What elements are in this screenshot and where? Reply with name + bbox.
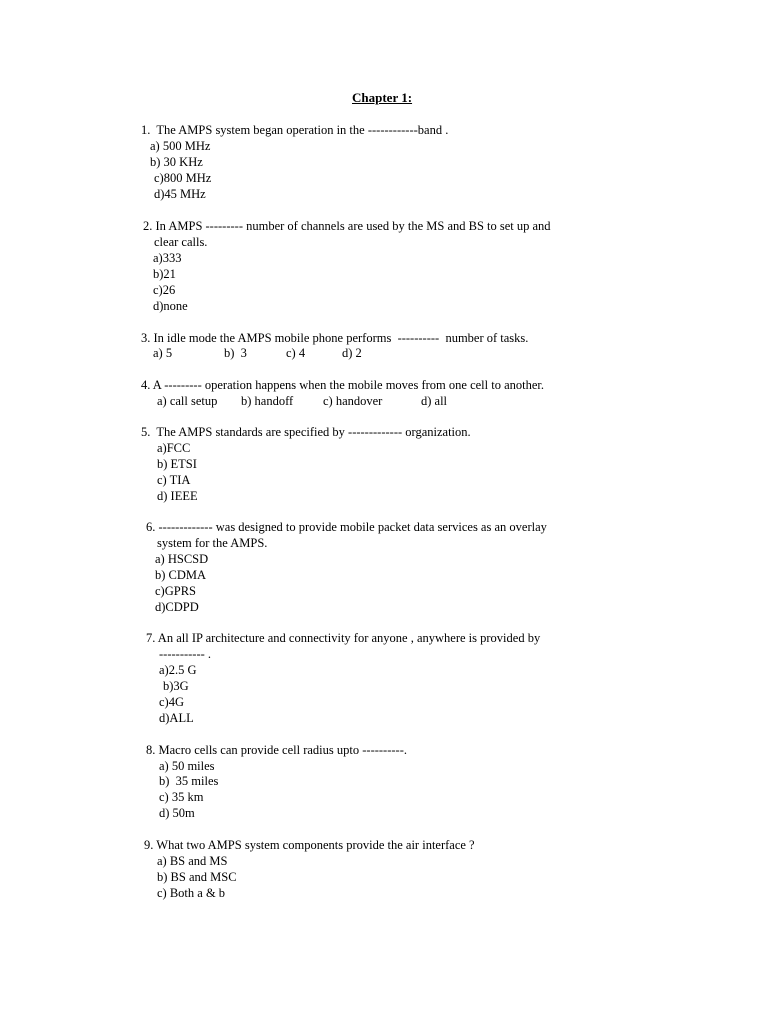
question-4-option-b: b) handoff <box>241 394 294 408</box>
question-8-option-c: c) 35 km <box>159 790 204 804</box>
question-8-option-a: a) 50 miles <box>159 759 215 773</box>
question-6-option-a: a) HSCSD <box>155 552 209 566</box>
question-9-text: 9. What two AMPS system components provide the air interface ? <box>144 838 475 852</box>
question-9-option-b: b) BS and MSC <box>157 870 237 884</box>
question-5-option-b: b) ETSI <box>157 457 197 471</box>
question-7-option-b: b)3G <box>163 679 189 693</box>
question-3-option-c: c) 4 <box>286 346 306 360</box>
question-3-option-d: d) 2 <box>342 346 362 360</box>
question-7-text-cont: ----------- . <box>159 647 212 661</box>
question-1-option-a: a) 500 MHz <box>150 139 211 153</box>
question-2-option-c: c)26 <box>153 283 176 297</box>
question-5-option-c: c) TIA <box>157 473 191 487</box>
question-1-text: 1. The AMPS system began operation in the ------------band . <box>141 123 449 137</box>
question-4-text: 4. A --------- operation happens when the mobile moves from one cell to another. <box>141 378 545 392</box>
question-6-text-cont: system for the AMPS. <box>157 536 268 550</box>
question-7-option-a: a)2.5 G <box>159 663 197 677</box>
question-3-option-a: a) 5 <box>153 346 173 360</box>
chapter-title: Chapter 1: <box>352 90 413 105</box>
question-6-option-c: c)GPRS <box>155 584 196 598</box>
question-9-option-a: a) BS and MS <box>157 854 228 868</box>
question-3-option-b: b) 3 <box>224 346 247 360</box>
question-8-option-b: b) 35 miles <box>159 774 219 788</box>
question-8-text: 8. Macro cells can provide cell radius upto ----------. <box>146 743 407 757</box>
question-6-option-b: b) CDMA <box>155 568 207 582</box>
question-2-option-d: d)none <box>153 299 188 313</box>
question-9-option-c: c) Both a & b <box>157 886 226 900</box>
question-7-option-c: c)4G <box>159 695 184 709</box>
question-3-text: 3. In idle mode the AMPS mobile phone performs ---------- number of tasks. <box>141 331 529 345</box>
question-4-option-c: c) handover <box>323 394 383 408</box>
question-4-option-a: a) call setup <box>157 394 218 408</box>
question-1-option-c: c)800 MHz <box>154 171 212 185</box>
question-1-option-b: b) 30 KHz <box>150 155 203 169</box>
question-2-text-cont: clear calls. <box>154 235 208 249</box>
question-5-option-d: d) IEEE <box>157 489 198 503</box>
question-6-text: 6. ------------- was designed to provide mobile packet data services as an overlay <box>146 520 547 534</box>
question-2-option-a: a)333 <box>153 251 182 265</box>
question-7-text: 7. An all IP architecture and connectivity for anyone , anywhere is provided by <box>146 631 541 645</box>
question-1-option-d: d)45 MHz <box>154 187 206 201</box>
question-5-text: 5. The AMPS standards are specified by ------------- organization. <box>141 425 471 439</box>
question-8-option-d: d) 50m <box>159 806 195 820</box>
question-6-option-d: d)CDPD <box>155 600 199 614</box>
question-7-option-d: d)ALL <box>159 711 194 725</box>
question-2-text: 2. In AMPS --------- number of channels are used by the MS and BS to set up and <box>143 219 551 233</box>
question-5-option-a: a)FCC <box>157 441 191 455</box>
question-2-option-b: b)21 <box>153 267 176 281</box>
question-4-option-d: d) all <box>421 394 448 408</box>
